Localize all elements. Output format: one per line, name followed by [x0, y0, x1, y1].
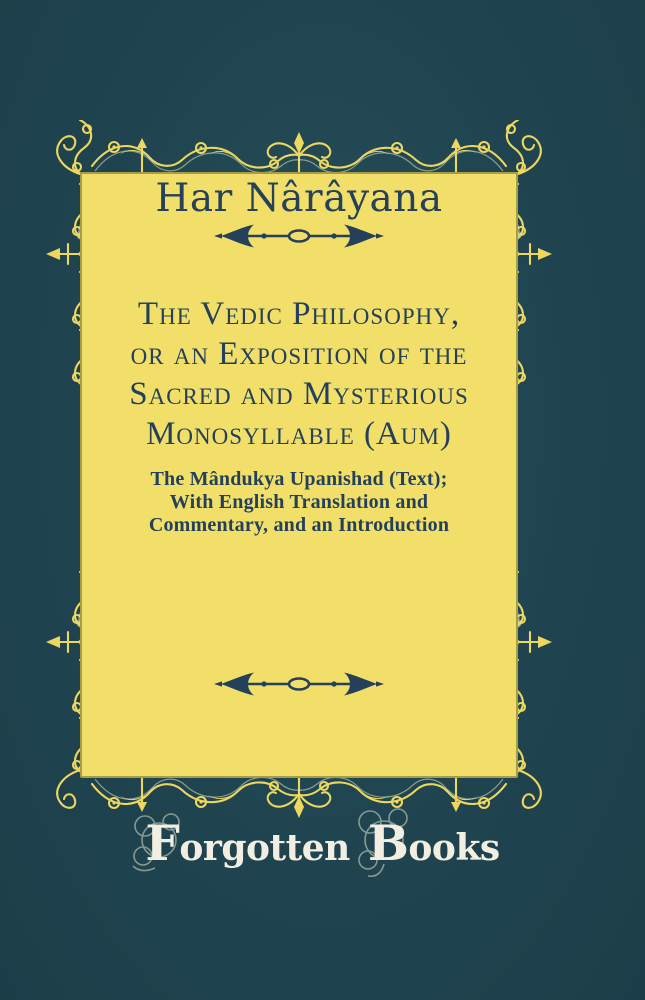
subtitle-line: With English Translation and	[169, 491, 429, 513]
subtitle-line: The Mândukya Upanishad (Text);	[150, 468, 448, 490]
divider-arrow-ornament-top	[214, 223, 384, 249]
publisher-logo	[0, 815, 645, 874]
title-line: Monosyllable (Aum)	[146, 416, 452, 452]
logo-text-forgotten: Forgotten	[145, 815, 350, 872]
logo-text-books: Books	[367, 815, 500, 872]
logo-word-books	[367, 815, 500, 874]
title-line: Sacred and Mysterious	[129, 376, 469, 412]
logo-word-forgotten	[145, 815, 350, 874]
title-line: The Vedic Philosophy,	[137, 296, 461, 332]
cover-card	[80, 172, 518, 778]
book-subtitle	[82, 468, 516, 537]
title-line: or an Exposition of the	[130, 336, 468, 372]
book-title	[82, 294, 516, 454]
subtitle-line: Commentary, and an Introduction	[148, 514, 450, 536]
divider-arrow-ornament-bottom	[214, 671, 384, 697]
author-name: Har Nârâyana	[155, 176, 443, 221]
